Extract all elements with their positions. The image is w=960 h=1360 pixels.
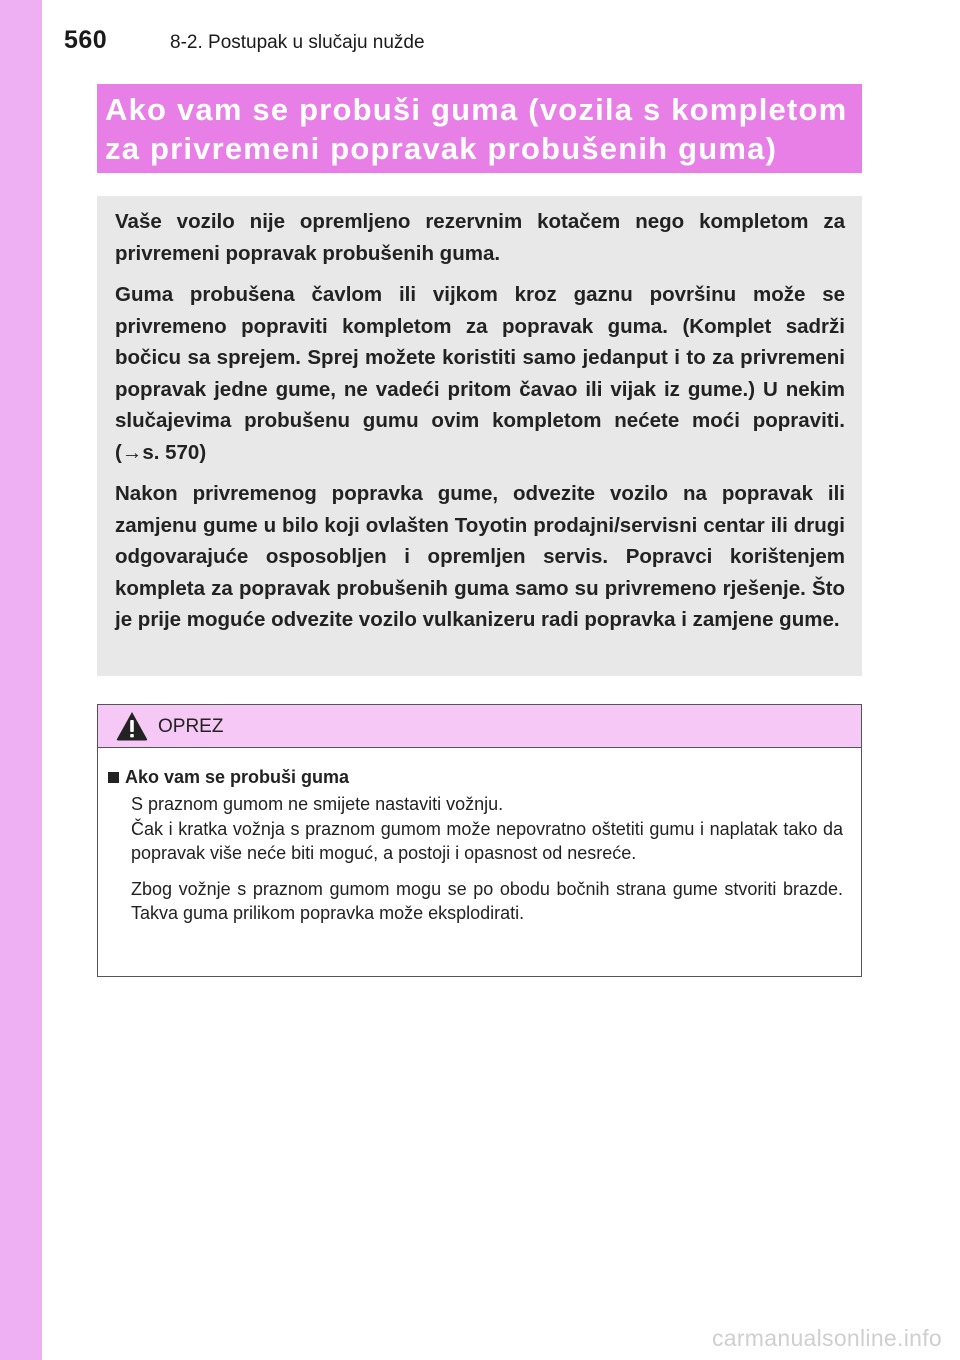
section-title-line-2: za privremeni popravak probušenih guma) [105, 131, 778, 166]
side-color-strip [0, 0, 42, 1360]
caution-text-1: S praznom gumom ne smijete nastaviti vožnju. Čak i kratka vožnja s praznom gumom može nepovratno oštetiti gumu i naplatak tako da popravak više neće biti moguć, a postoji i opasnost od nesreće. [131, 794, 843, 863]
bullet-square-icon [108, 772, 119, 783]
watermark: carmanualsonline.info [711, 1325, 942, 1351]
caution-body [98, 748, 861, 926]
intro-paragraph-1: Vaše vozilo nije opremljeno rezervnim kotačem nego kompletom za privremeni popravak probušenih guma. [115, 210, 845, 265]
caution-text-2: Zbog vožnje s praznom gumom mogu se po obodu bočnih strana gume stvoriti brazde. Takva guma prilikom popravka može eksplodirati. [131, 878, 843, 923]
intro-paragraph-3: Nakon privremenog popravka gume, odvezite vozilo na popravak ili zamjenu gume u bilo koji ovlašten Toyotin prodajni/servisni centar ili drugi odgovarajuće osposobljen i opremljen servis. Popravci korištenjem kompleta za popravak probušenih guma samo su privremeno rješenje. Što je prije moguće odvezite vozilo vulkanizeru radi popravka i zamjene gume. [115, 482, 845, 631]
section-title-line-1: Ako vam se probuši guma (vozila s kompletom [105, 92, 848, 127]
caution-header [98, 705, 861, 748]
section-label: 8-2. Postupak u slučaju nužde [170, 32, 425, 53]
caution-bullet-row [108, 765, 843, 789]
warning-triangle-icon [115, 710, 149, 742]
page-number: 560 [64, 26, 108, 54]
intro-paragraph-2: Guma probušena čavlom ili vijkom kroz gaznu površinu može se privremeno popraviti kompletom za popravak guma. (Komplet sadrži bočicu sa sprejem. Sprej možete koristiti samo jedanput i to za privremeni popravak jedne gume, ne vadeći pritom čavao ili vijak iz gume.) U nekim slučajevima probušenu gumu ovim kompletom nećete moći popraviti. (→s. 570) [115, 283, 845, 464]
caution-bullet-heading: Ako vam se probuši guma [125, 767, 350, 787]
caution-title: OPREZ [158, 716, 224, 737]
caution-box [97, 704, 862, 977]
intro-box [97, 196, 862, 676]
section-title-box [97, 84, 862, 173]
